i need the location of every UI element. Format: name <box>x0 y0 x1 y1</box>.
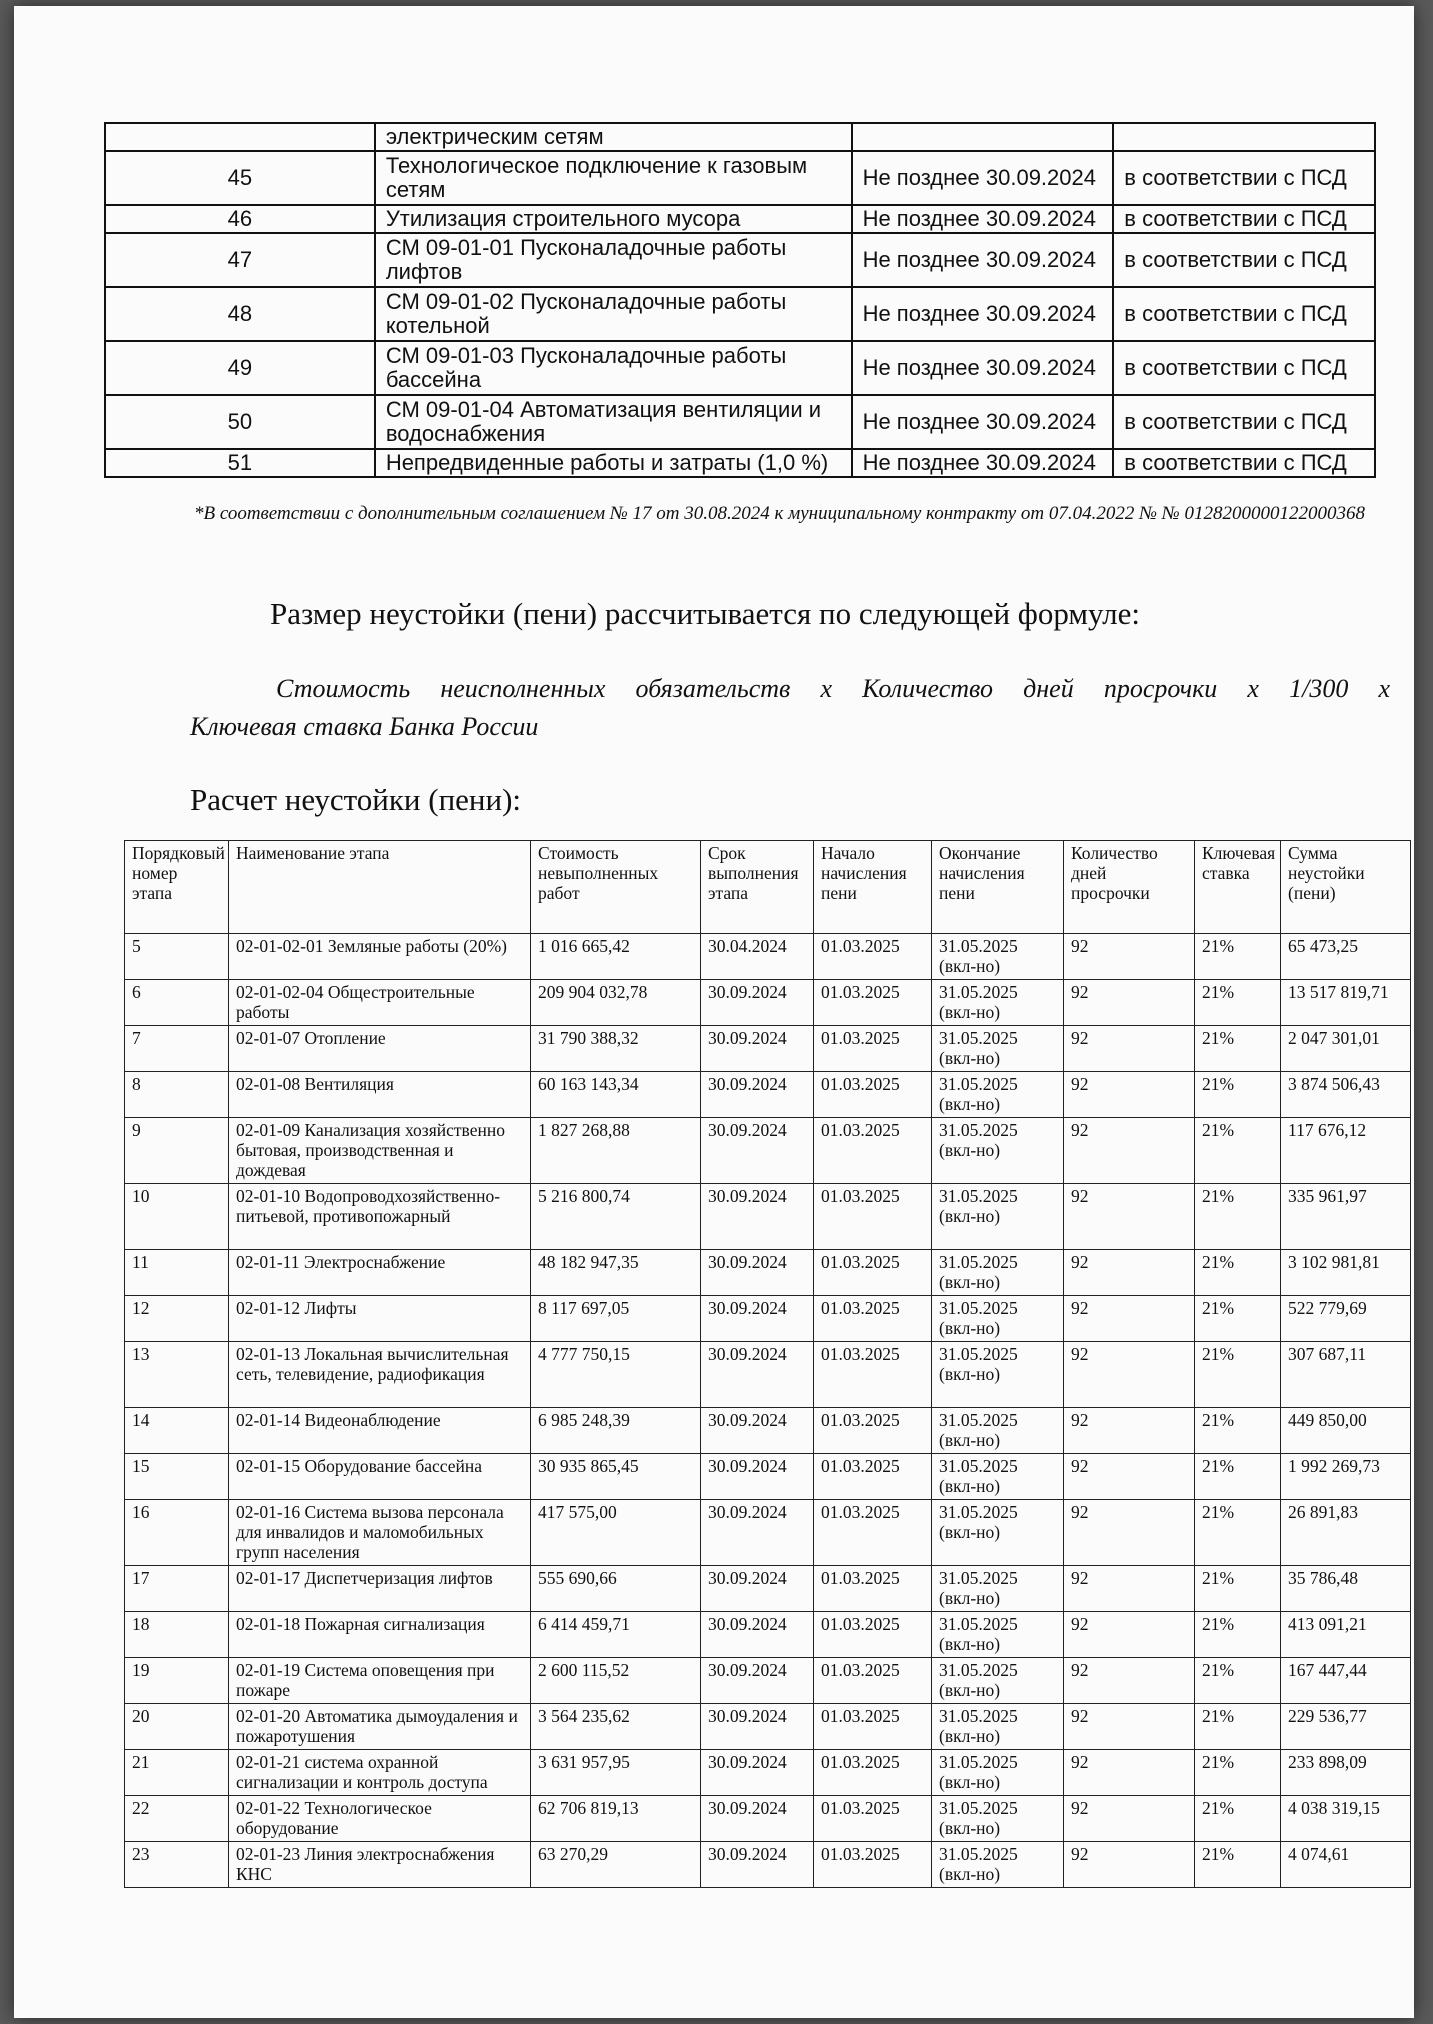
schedule-row <box>105 287 1375 341</box>
stage-name: СМ 09-01-02 Пусконаладочные работы котельной <box>375 287 852 341</box>
row-overdue-days: 92 <box>1064 934 1195 980</box>
row-penalty-start: 01.03.2025 <box>814 1408 932 1454</box>
stage-number: 49 <box>105 341 375 395</box>
row-stage-number: 20 <box>125 1704 229 1750</box>
row-penalty-end: 31.05.2025 (вкл-но) <box>932 1842 1064 1888</box>
stage-name: СМ 09-01-01 Пусконаладочные работы лифтов <box>375 233 852 287</box>
stage-deadline: Не позднее 30.09.2024 <box>852 287 1114 341</box>
row-deadline: 30.09.2024 <box>701 1842 814 1888</box>
row-unfinished-cost: 2 600 115,52 <box>531 1658 701 1704</box>
row-overdue-days: 92 <box>1064 1842 1195 1888</box>
table-row <box>125 1500 1411 1566</box>
table-row <box>125 1658 1411 1704</box>
row-unfinished-cost: 60 163 143,34 <box>531 1072 701 1118</box>
row-overdue-days: 92 <box>1064 1250 1195 1296</box>
penalty-calculation-table <box>124 840 1411 1888</box>
row-stage-name: 02-01-20 Автоматика дымоудаления и пожаротушения <box>229 1704 531 1750</box>
stage-note: в соответствии с ПСД <box>1113 205 1375 233</box>
table-row <box>125 1796 1411 1842</box>
row-stage-number: 23 <box>125 1842 229 1888</box>
row-stage-number: 19 <box>125 1658 229 1704</box>
row-unfinished-cost: 63 270,29 <box>531 1842 701 1888</box>
row-unfinished-cost: 30 935 865,45 <box>531 1454 701 1500</box>
row-stage-name: 02-01-16 Система вызова персонала для инвалидов и маломобильных групп населения <box>229 1500 531 1566</box>
stage-deadline: Не позднее 30.09.2024 <box>852 151 1114 205</box>
stage-name: Утилизация строительного мусора <box>375 205 852 233</box>
col-stage-number-header: Порядковый номер этапа <box>125 841 229 934</box>
row-key-rate: 21% <box>1195 1796 1281 1842</box>
stage-note <box>1113 123 1375 151</box>
row-stage-number: 7 <box>125 1026 229 1072</box>
row-key-rate: 21% <box>1195 1704 1281 1750</box>
row-stage-name: 02-01-21 система охранной сигнализации и контроль доступа <box>229 1750 531 1796</box>
table-row <box>125 1566 1411 1612</box>
row-deadline: 30.09.2024 <box>701 1342 814 1408</box>
row-penalty-sum: 522 779,69 <box>1281 1296 1411 1342</box>
stage-name: Технологическое подключение к газовым сетям <box>375 151 852 205</box>
row-penalty-start: 01.03.2025 <box>814 980 932 1026</box>
table-row <box>125 1750 1411 1796</box>
row-stage-number: 10 <box>125 1184 229 1250</box>
row-penalty-sum: 35 786,48 <box>1281 1566 1411 1612</box>
row-stage-number: 6 <box>125 980 229 1026</box>
schedule-row <box>105 449 1375 477</box>
row-key-rate: 21% <box>1195 1612 1281 1658</box>
row-stage-number: 12 <box>125 1296 229 1342</box>
row-stage-number: 8 <box>125 1072 229 1118</box>
schedule-row <box>105 123 1375 151</box>
row-penalty-sum: 2 047 301,01 <box>1281 1026 1411 1072</box>
row-deadline: 30.09.2024 <box>701 1750 814 1796</box>
row-overdue-days: 92 <box>1064 1796 1195 1842</box>
row-penalty-end: 31.05.2025 (вкл-но) <box>932 1250 1064 1296</box>
row-penalty-start: 01.03.2025 <box>814 1566 932 1612</box>
row-penalty-start: 01.03.2025 <box>814 1118 932 1184</box>
stage-name: СМ 09-01-04 Автоматизация вентиляции и водоснабжения <box>375 395 852 449</box>
stage-note: в соответствии с ПСД <box>1113 395 1375 449</box>
row-penalty-end: 31.05.2025 (вкл-но) <box>932 934 1064 980</box>
row-stage-name: 02-01-14 Видеонаблюдение <box>229 1408 531 1454</box>
row-stage-number: 14 <box>125 1408 229 1454</box>
table-row <box>125 1184 1411 1250</box>
row-deadline: 30.09.2024 <box>701 1704 814 1750</box>
row-key-rate: 21% <box>1195 1184 1281 1250</box>
table-row <box>125 1454 1411 1500</box>
stage-note: в соответствии с ПСД <box>1113 233 1375 287</box>
footnote: *В соответствии с дополнительным соглашением № 17 от 30.08.2024 к муниципальному контракту от 07.04.2022 № № 0128200000122000368 <box>194 503 1365 524</box>
stage-number: 51 <box>105 449 375 477</box>
row-unfinished-cost: 417 575,00 <box>531 1500 701 1566</box>
row-penalty-end: 31.05.2025 (вкл-но) <box>932 1072 1064 1118</box>
row-deadline: 30.09.2024 <box>701 1796 814 1842</box>
row-penalty-sum: 449 850,00 <box>1281 1408 1411 1454</box>
row-penalty-sum: 229 536,77 <box>1281 1704 1411 1750</box>
row-unfinished-cost: 6 414 459,71 <box>531 1612 701 1658</box>
calculation-heading: Расчет неустойки (пени): <box>190 782 522 817</box>
stage-deadline <box>852 123 1114 151</box>
row-stage-name: 02-01-18 Пожарная сигнализация <box>229 1612 531 1658</box>
stage-number: 45 <box>105 151 375 205</box>
row-penalty-start: 01.03.2025 <box>814 934 932 980</box>
schedule-row <box>105 395 1375 449</box>
row-overdue-days: 92 <box>1064 1454 1195 1500</box>
row-stage-name: 02-01-08 Вентиляция <box>229 1072 531 1118</box>
row-penalty-end: 31.05.2025 (вкл-но) <box>932 1296 1064 1342</box>
row-deadline: 30.09.2024 <box>701 1296 814 1342</box>
row-overdue-days: 92 <box>1064 1704 1195 1750</box>
row-penalty-sum: 1 992 269,73 <box>1281 1454 1411 1500</box>
row-stage-name: 02-01-17 Диспетчеризация лифтов <box>229 1566 531 1612</box>
table-row <box>125 1026 1411 1072</box>
row-deadline: 30.09.2024 <box>701 1612 814 1658</box>
stage-number <box>105 123 375 151</box>
row-penalty-sum: 335 961,97 <box>1281 1184 1411 1250</box>
row-stage-name: 02-01-11 Электроснабжение <box>229 1250 531 1296</box>
document-page <box>14 6 1414 2018</box>
row-stage-number: 13 <box>125 1342 229 1408</box>
row-stage-name: 02-01-23 Линия электроснабжения КНС <box>229 1842 531 1888</box>
row-deadline: 30.09.2024 <box>701 1500 814 1566</box>
row-penalty-end: 31.05.2025 (вкл-но) <box>932 1796 1064 1842</box>
stage-note: в соответствии с ПСД <box>1113 341 1375 395</box>
row-deadline: 30.09.2024 <box>701 1118 814 1184</box>
row-deadline: 30.04.2024 <box>701 934 814 980</box>
row-stage-name: 02-01-07 Отопление <box>229 1026 531 1072</box>
row-unfinished-cost: 4 777 750,15 <box>531 1342 701 1408</box>
row-penalty-sum: 167 447,44 <box>1281 1658 1411 1704</box>
stage-name: СМ 09-01-03 Пусконаладочные работы бассейна <box>375 341 852 395</box>
row-overdue-days: 92 <box>1064 1118 1195 1184</box>
row-unfinished-cost: 8 117 697,05 <box>531 1296 701 1342</box>
row-overdue-days: 92 <box>1064 1500 1195 1566</box>
row-stage-number: 5 <box>125 934 229 980</box>
row-deadline: 30.09.2024 <box>701 1408 814 1454</box>
row-key-rate: 21% <box>1195 1454 1281 1500</box>
row-stage-number: 11 <box>125 1250 229 1296</box>
schedule-row <box>105 151 1375 205</box>
row-unfinished-cost: 1 827 268,88 <box>531 1118 701 1184</box>
table-row <box>125 934 1411 980</box>
row-stage-number: 9 <box>125 1118 229 1184</box>
row-unfinished-cost: 3 631 957,95 <box>531 1750 701 1796</box>
stage-name: электрическим сетям <box>375 123 852 151</box>
row-overdue-days: 92 <box>1064 1184 1195 1250</box>
row-overdue-days: 92 <box>1064 1658 1195 1704</box>
row-deadline: 30.09.2024 <box>701 1454 814 1500</box>
row-overdue-days: 92 <box>1064 980 1195 1026</box>
row-deadline: 30.09.2024 <box>701 1658 814 1704</box>
schedule-row <box>105 341 1375 395</box>
row-key-rate: 21% <box>1195 1296 1281 1342</box>
table-row <box>125 980 1411 1026</box>
row-deadline: 30.09.2024 <box>701 980 814 1026</box>
row-stage-name: 02-01-19 Система оповещения при пожаре <box>229 1658 531 1704</box>
row-overdue-days: 92 <box>1064 1408 1195 1454</box>
row-unfinished-cost: 31 790 388,32 <box>531 1026 701 1072</box>
row-penalty-sum: 3 874 506,43 <box>1281 1072 1411 1118</box>
row-overdue-days: 92 <box>1064 1750 1195 1796</box>
row-overdue-days: 92 <box>1064 1342 1195 1408</box>
row-penalty-sum: 65 473,25 <box>1281 934 1411 980</box>
row-penalty-sum: 26 891,83 <box>1281 1500 1411 1566</box>
col-key-rate-header: Ключевая ставка <box>1195 841 1281 934</box>
row-penalty-start: 01.03.2025 <box>814 1250 932 1296</box>
table-row <box>125 1118 1411 1184</box>
row-key-rate: 21% <box>1195 1566 1281 1612</box>
row-penalty-end: 31.05.2025 (вкл-но) <box>932 1704 1064 1750</box>
table-row <box>125 1072 1411 1118</box>
penalty-formula <box>190 670 1390 746</box>
row-stage-number: 15 <box>125 1454 229 1500</box>
row-penalty-start: 01.03.2025 <box>814 1750 932 1796</box>
table-row <box>125 1408 1411 1454</box>
stage-deadline: Не позднее 30.09.2024 <box>852 449 1114 477</box>
row-penalty-start: 01.03.2025 <box>814 1842 932 1888</box>
row-key-rate: 21% <box>1195 1250 1281 1296</box>
row-penalty-end: 31.05.2025 (вкл-но) <box>932 980 1064 1026</box>
stage-number: 48 <box>105 287 375 341</box>
stage-note: в соответствии с ПСД <box>1113 287 1375 341</box>
row-deadline: 30.09.2024 <box>701 1184 814 1250</box>
row-penalty-start: 01.03.2025 <box>814 1342 932 1408</box>
col-penalty-end-header: Окончание начисления пени <box>932 841 1064 934</box>
row-deadline: 30.09.2024 <box>701 1072 814 1118</box>
row-unfinished-cost: 5 216 800,74 <box>531 1184 701 1250</box>
stage-number: 50 <box>105 395 375 449</box>
row-penalty-end: 31.05.2025 (вкл-но) <box>932 1026 1064 1072</box>
row-key-rate: 21% <box>1195 1500 1281 1566</box>
row-penalty-end: 31.05.2025 (вкл-но) <box>932 1408 1064 1454</box>
stage-name: Непредвиденные работы и затраты (1,0 %) <box>375 449 852 477</box>
row-overdue-days: 92 <box>1064 1026 1195 1072</box>
row-key-rate: 21% <box>1195 934 1281 980</box>
row-overdue-days: 92 <box>1064 1072 1195 1118</box>
row-penalty-start: 01.03.2025 <box>814 1704 932 1750</box>
row-key-rate: 21% <box>1195 1408 1281 1454</box>
row-penalty-end: 31.05.2025 (вкл-но) <box>932 1566 1064 1612</box>
row-penalty-start: 01.03.2025 <box>814 1612 932 1658</box>
row-penalty-sum: 117 676,12 <box>1281 1118 1411 1184</box>
row-penalty-sum: 13 517 819,71 <box>1281 980 1411 1026</box>
stage-deadline: Не позднее 30.09.2024 <box>852 205 1114 233</box>
row-penalty-sum: 413 091,21 <box>1281 1612 1411 1658</box>
row-penalty-sum: 233 898,09 <box>1281 1750 1411 1796</box>
row-penalty-end: 31.05.2025 (вкл-но) <box>932 1500 1064 1566</box>
row-unfinished-cost: 3 564 235,62 <box>531 1704 701 1750</box>
formula-heading: Размер неустойки (пени) рассчитывается по следующей формуле: <box>270 596 1141 631</box>
col-penalty-sum-header: Сумма неустойки (пени) <box>1281 841 1411 934</box>
table-row <box>125 1342 1411 1408</box>
row-penalty-sum: 4 074,61 <box>1281 1842 1411 1888</box>
row-stage-name: 02-01-12 Лифты <box>229 1296 531 1342</box>
stage-deadline: Не позднее 30.09.2024 <box>852 341 1114 395</box>
col-penalty-start-header: Начало начисления пени <box>814 841 932 934</box>
row-stage-number: 21 <box>125 1750 229 1796</box>
row-penalty-end: 31.05.2025 (вкл-но) <box>932 1612 1064 1658</box>
table-row <box>125 1704 1411 1750</box>
row-stage-name: 02-01-13 Локальная вычислительная сеть, телевидение, радиофикация <box>229 1342 531 1408</box>
row-deadline: 30.09.2024 <box>701 1250 814 1296</box>
row-key-rate: 21% <box>1195 1750 1281 1796</box>
row-stage-name: 02-01-15 Оборудование бассейна <box>229 1454 531 1500</box>
row-stage-number: 18 <box>125 1612 229 1658</box>
row-stage-number: 17 <box>125 1566 229 1612</box>
row-deadline: 30.09.2024 <box>701 1566 814 1612</box>
row-penalty-start: 01.03.2025 <box>814 1796 932 1842</box>
stages-schedule-table <box>104 122 1376 478</box>
row-penalty-end: 31.05.2025 (вкл-но) <box>932 1118 1064 1184</box>
row-key-rate: 21% <box>1195 980 1281 1026</box>
row-key-rate: 21% <box>1195 1842 1281 1888</box>
row-key-rate: 21% <box>1195 1342 1281 1408</box>
row-penalty-start: 01.03.2025 <box>814 1184 932 1250</box>
row-penalty-start: 01.03.2025 <box>814 1072 932 1118</box>
row-stage-number: 16 <box>125 1500 229 1566</box>
row-penalty-start: 01.03.2025 <box>814 1500 932 1566</box>
row-penalty-sum: 3 102 981,81 <box>1281 1250 1411 1296</box>
schedule-row <box>105 233 1375 287</box>
row-penalty-start: 01.03.2025 <box>814 1658 932 1704</box>
row-penalty-end: 31.05.2025 (вкл-но) <box>932 1658 1064 1704</box>
table-row <box>125 1612 1411 1658</box>
table-row <box>125 1250 1411 1296</box>
row-stage-name: 02-01-22 Технологическое оборудование <box>229 1796 531 1842</box>
row-stage-name: 02-01-09 Канализация хозяйственно бытовая, производственная и дождевая <box>229 1118 531 1184</box>
row-penalty-start: 01.03.2025 <box>814 1026 932 1072</box>
stage-deadline: Не позднее 30.09.2024 <box>852 395 1114 449</box>
row-key-rate: 21% <box>1195 1026 1281 1072</box>
row-unfinished-cost: 48 182 947,35 <box>531 1250 701 1296</box>
row-unfinished-cost: 62 706 819,13 <box>531 1796 701 1842</box>
stage-note: в соответствии с ПСД <box>1113 449 1375 477</box>
row-overdue-days: 92 <box>1064 1296 1195 1342</box>
row-penalty-end: 31.05.2025 (вкл-но) <box>932 1184 1064 1250</box>
row-key-rate: 21% <box>1195 1072 1281 1118</box>
row-penalty-end: 31.05.2025 (вкл-но) <box>932 1342 1064 1408</box>
schedule-row <box>105 205 1375 233</box>
table-row <box>125 1842 1411 1888</box>
row-penalty-start: 01.03.2025 <box>814 1296 932 1342</box>
stage-note: в соответствии с ПСД <box>1113 151 1375 205</box>
row-unfinished-cost: 209 904 032,78 <box>531 980 701 1026</box>
row-key-rate: 21% <box>1195 1118 1281 1184</box>
stage-deadline: Не позднее 30.09.2024 <box>852 233 1114 287</box>
row-unfinished-cost: 555 690,66 <box>531 1566 701 1612</box>
row-stage-name: 02-01-10 Водопроводхозяйственно-питьевой, противопожарный <box>229 1184 531 1250</box>
stage-number: 46 <box>105 205 375 233</box>
row-overdue-days: 92 <box>1064 1566 1195 1612</box>
row-penalty-start: 01.03.2025 <box>814 1454 932 1500</box>
col-deadline-header: Срок выполнения этапа <box>701 841 814 934</box>
col-stage-name-header: Наименование этапа <box>229 841 531 934</box>
formula-line-1: Стоимость неисполненных обязательств х Количество дней просрочки х 1/300 х <box>276 674 1390 703</box>
row-unfinished-cost: 1 016 665,42 <box>531 934 701 980</box>
formula-line-2: Ключевая ставка Банка России <box>190 712 539 741</box>
col-overdue-days-header: Количество дней просрочки <box>1064 841 1195 934</box>
row-overdue-days: 92 <box>1064 1612 1195 1658</box>
row-penalty-end: 31.05.2025 (вкл-но) <box>932 1454 1064 1500</box>
row-penalty-sum: 307 687,11 <box>1281 1342 1411 1408</box>
row-stage-name: 02-01-02-01 Земляные работы (20%) <box>229 934 531 980</box>
row-stage-number: 22 <box>125 1796 229 1842</box>
row-unfinished-cost: 6 985 248,39 <box>531 1408 701 1454</box>
row-key-rate: 21% <box>1195 1658 1281 1704</box>
table-row <box>125 1296 1411 1342</box>
stage-number: 47 <box>105 233 375 287</box>
row-penalty-sum: 4 038 319,15 <box>1281 1796 1411 1842</box>
row-penalty-end: 31.05.2025 (вкл-но) <box>932 1750 1064 1796</box>
row-stage-name: 02-01-02-04 Общестроительные работы <box>229 980 531 1026</box>
col-unfinished-cost-header: Стоимость невыполненных работ <box>531 841 701 934</box>
row-deadline: 30.09.2024 <box>701 1026 814 1072</box>
